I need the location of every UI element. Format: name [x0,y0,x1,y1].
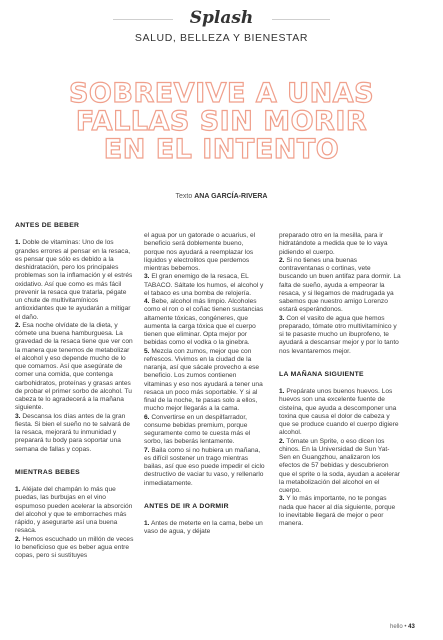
footer-separator: • [404,624,407,630]
paragraph: 3. Descansa los días antes de la gran fiesta. Si bien el sueño no te salvará de la resaca, mejorará tu inmunidad y preparará tu body para soportar una semana de fallas y copas. [15,412,131,453]
paragraph: preparado otro en la mesilla, para ir hidratándote a medida que te lo vaya pidiendo el cuerpo. [279,232,388,256]
footer-brand: hello [390,624,403,630]
paragraph: 3. Y lo más importante, no te pongas nada que hacer al día siguiente, porque lo inevitable llegará de mejor o peor manera. [279,495,396,527]
paragraph: 1. Doble de vitaminas: Uno de los grandes errores al pensar en la resaca, es pensar que sólo es debido a la deshidratación, pero los principales problemas son la inflamación y el estrés oxidativo. Así que como es más fácil prevenir la resaca que tratarla, pégate un chute de multivitamínicos antioxidantes que te ayudarán a mitigar el daño. [15,239,133,321]
text-column-3 [279,232,401,528]
byline-label: Texto [175,193,193,200]
paragraph: 2. Tómate un Sprite, o eso dicen los chinos. En la Universidad de Sun Yat-Sen en Guangzhou, analizaron los efectos de 57 bebidas y descubrieron que el sprite o la soda, ayudan a acelerar la metabolización del alcohol en el cuerpo. [279,437,400,494]
paragraph: 3. Con el vasito de agua que hemos preparado, tómate otro multivitamínico y si te pasaste mucho un ibuprofeno, te ayudará a descansar mejor y por lo tanto nos levantaremos mejor. [279,314,399,355]
article-headline [0,80,443,164]
paragraph: 2. Hemos escuchado un millón de veces lo beneficioso que es beber agua entre copas, pero si sustituyes [15,535,134,559]
subhead-antes-de-beber: ANTES DE BEBER [15,222,80,229]
paragraph: 7. Baila como si no hubiera un mañana, es difícil sostener un trago mientras bailas, así que eso puede impedir el ciclo destructivo de vaciar tu vaso, y rellenarlo inmediatamente. [144,446,265,487]
headline-line-1: SOBREVIVE A UNAS [68,78,375,109]
subhead-mientras-bebes: MIENTRAS BEBES [15,468,81,476]
paragraph: 2. Esa noche olvídate de la dieta, y cómete una buena hamburguesa. La gravedad de la resaca tiene que ver con la manera que tenemos de metabolizar el alcohol y eso depende mucho de lo que comamos. Así que asegúrate de comer una comida, que contenga carbohidratos, proteínas y grasas antes de probar el primer sorbo de alcohol. Tu cabeza te lo agradecerá a la mañana siguiente. [15,321,133,412]
paragraph: el agua por un gatorade o acuarius, el beneficio será doblemente bueno, porque nos ayudará a reemplazar los líquidos y electrolitos que perdemos mientras bebemos. [144,232,256,272]
paragraph: 2. Si no tienes una buenas contraventanas o cortinas, vete buscando un buen antifaz para dormir. La falta de sueño, ayuda a empeorar la resaca, y si llegamos de madrugada ya sabemos que nuestro amigo Lorenzo estará esperándonos. [279,256,401,314]
paragraph: 3. El gran enemigo de la resaca, EL TABACO. Sáltate los humos, el alcohol y el tabaco es una bomba de relojería. [144,273,264,297]
byline [0,193,443,200]
paragraph: 6. Convertirse en un despilfarrador, consume bebidas premium, porque seguramente como te cuesta más el sorbo, las beberás lentamente. [144,413,251,446]
section-kicker: Splash [189,8,254,28]
paragraph: 1. Prepárate unos buenos huevos. Los huevos son una excelente fuente de cisteína, que ayuda a descomponer una toxina que causa el dolor de cabeza y que se produce cuando el cuerpo digiere alcohol. [279,388,399,437]
subhead-antes-de-ir-a-dormir: ANTES DE IR A DORMIR [144,502,229,510]
text-column-1 [15,222,135,560]
section-title: SALUD, BELLEZA Y BIENESTAR [134,32,309,44]
subhead-la-manana-siguiente: LA MAÑANA SIGUIENTE [279,370,364,378]
headline-line-3: EN EL INTENTO [103,134,340,165]
text-column-2 [144,232,265,537]
paragraph: 5. Mezcla con zumos, mejor que con refrescos. Vivimos en la ciudad de la naranja, así que sácale provecho a ese beneficio. Los zumos contienen vitaminas y eso nos ayudará a tener una resaca un poco más soportable. Y si al final de la noche, te pasas solo a ellos, mucho mejor llegarás a la cama. [144,347,263,413]
page-footer [390,624,415,630]
byline-author: ANA GARCÍA-RIVERA [194,193,268,200]
paragraph: 1. Antes de meterte en la cama, bebe un vaso de agua, y déjate [144,520,263,536]
paragraph: 4. Bebe, alcohol más limpio. Alcoholes como el ron o el coñac tienen sustancias altamente tóxicas, congéneres, que aumenta la carga tóxica que el cuerpo tienen que eliminar. Opta mejor por bebidas como el vodka o la ginebra. [144,298,264,347]
paragraph: 1. Aléjate del champán lo más que puedas, las burbujas en el vino espumoso pueden acelerar la absorción del alcohol y que te emborraches más rápido, y asegurarte así una buena resaca. [15,486,133,535]
page-number: 43 [408,624,415,630]
headline-line-2: FALLAS SIN MORIR [75,106,368,137]
